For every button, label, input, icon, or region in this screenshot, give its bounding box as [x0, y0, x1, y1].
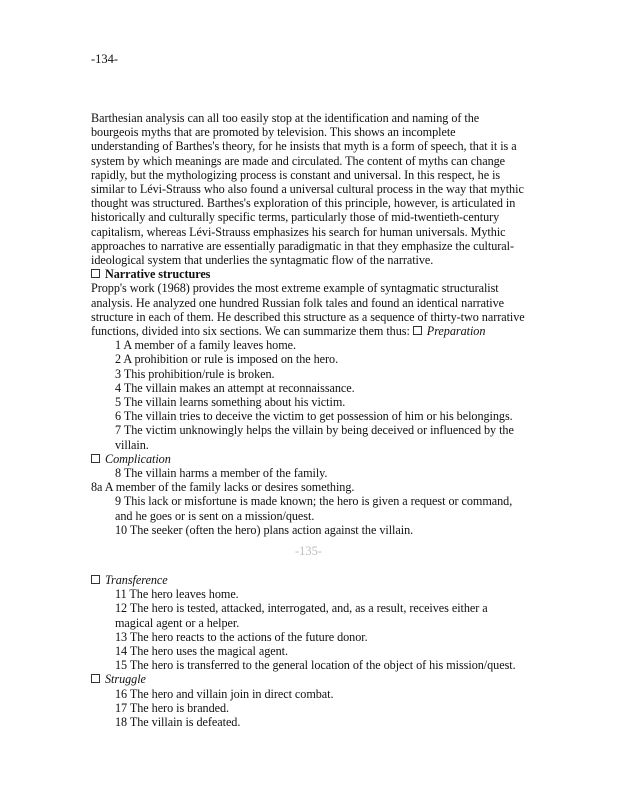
list-item: 17 The hero is branded. [115, 700, 230, 715]
text-line: functions, divided into six sections. We can summarize them thus: Preparation [91, 324, 486, 339]
checkbox-bullet-icon [91, 575, 100, 584]
text-line: similar to Lévi-Strauss who also found a universal cultural process in the way that mythic [91, 182, 524, 197]
page-top-number: -134- [91, 52, 119, 66]
text-line: approaches to narrative are essentially paradigmatic in that they emphasize the cultural- [91, 238, 514, 253]
list-item-cont: villain. [115, 437, 149, 452]
text-line: rapidly, but the mythologizing process is constant and universal. In this respect, he is [91, 167, 501, 182]
checkbox-bullet-icon [91, 674, 100, 683]
checkbox-bullet-icon [91, 454, 100, 463]
list-item: 9 This lack or misfortune is made known; the hero is given a request or command, [115, 494, 513, 509]
text-line: analysis. He analyzed one hundred Russian folk tales and found an identical narrative [91, 295, 505, 310]
list-item: 16 The hero and villain join in direct combat. [115, 686, 334, 701]
list-item: 2 A prohibition or rule is imposed on the hero. [115, 352, 339, 367]
section-struggle: Struggle [91, 672, 531, 686]
paragraph-barthesian [91, 111, 531, 537]
text-line: ideological system that underlies the syntagmatic flow of the narrative. [91, 253, 434, 268]
list-item: 8 The villain harms a member of the family. [115, 466, 328, 481]
text-line: Propp's work (1968) provides the most extreme example of syntagmatic structuralist [91, 281, 499, 296]
list-item: 18 The villain is defeated. [115, 715, 241, 730]
section-preparation: Preparation [426, 324, 486, 339]
list-item: 7 The victim unknowingly helps the villain by being deceived or influenced by the [115, 423, 514, 438]
section-heading: Narrative structures [91, 267, 531, 281]
text-line: Barthesian analysis can all too easily stop at the identification and naming of the [91, 111, 480, 125]
list-item: 10 The seeker (often the hero) plans action against the villain. [115, 522, 414, 537]
checkbox-bullet-icon [91, 269, 100, 278]
text-line: structure in each of them. He described this structure as a sequence of thirty-two narrative [91, 309, 525, 324]
list-item: 8a A member of the family lacks or desires something. [91, 480, 355, 495]
list-continued [91, 573, 531, 729]
section-complication: Complication [91, 452, 531, 466]
section-transference: Transference [91, 573, 531, 587]
list-item: 13 The hero reacts to the actions of the future donor. [115, 629, 368, 644]
text-line: thought was structured. Barthes's exploration of this principle, however, is articulated in [91, 196, 516, 211]
text-line: historically and culturally specific terms, particularly those of mid-twentieth-century [91, 210, 500, 225]
list-item: 12 The hero is tested, attacked, interrogated, and, as a result, receives either a [115, 601, 488, 616]
text-line: system by which meanings are made and circulated. The content of myths can change [91, 153, 506, 168]
list-item: 11 The hero leaves home. [115, 587, 239, 602]
list-item: 1 A member of a family leaves home. [115, 338, 297, 353]
list-item: 15 The hero is transferred to the general location of the object of his mission/quest. [115, 658, 516, 673]
checkbox-bullet-icon [413, 326, 422, 335]
list-item-cont: and he goes or is sent on a mission/quest. [115, 508, 315, 523]
text-line: bourgeois myths that are promoted by television. This shows an incomplete [91, 125, 456, 140]
list-item: 5 The villain learns something about his victim. [115, 395, 346, 410]
text-line: capitalism, whereas Lévi-Strauss emphasizes his search for human universals. Mythic [91, 224, 506, 239]
text-line: understanding of Barthes's theory, for he insists that myth is a form of speech, that it is a [91, 139, 517, 154]
list-item: 3 This prohibition/rule is broken. [115, 366, 275, 381]
page-mid-number: -135- [294, 544, 323, 558]
list-item: 6 The villain tries to deceive the victim to get possession of him or his belongings. [115, 409, 513, 424]
list-item: 14 The hero uses the magical agent. [115, 644, 288, 659]
list-item: 4 The villain makes an attempt at reconnaissance. [115, 380, 355, 395]
list-item-cont: magical agent or a helper. [115, 615, 240, 630]
